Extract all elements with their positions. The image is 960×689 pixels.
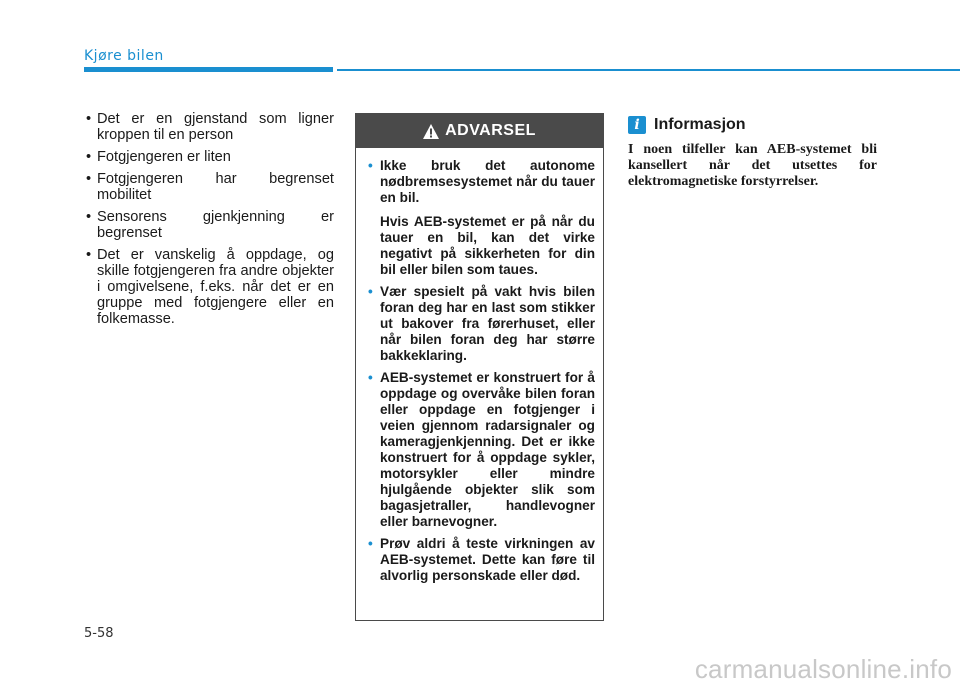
warning-header (356, 114, 603, 148)
list-item: • Det er en gjenstand som ligner kroppen til en person (84, 111, 334, 143)
warning-item-text: Prøv aldri å teste virkningen av AEB-systemet. Dette kan føre til alvorlig personskade eller død. (380, 536, 595, 583)
list-item: • Det er vanskelig å oppdage, og skille fotgjengeren fra andre objekter i omgivelsene, f.eks. når det er en gruppe med fotgjengere eller en folkemasse. (84, 247, 334, 327)
section-title: Kjøre bilen (84, 48, 164, 64)
warning-item (368, 370, 595, 530)
left-column (84, 111, 334, 333)
warning-item (368, 536, 595, 584)
list-item: • Fotgjengeren er liten (84, 149, 334, 165)
warning-item-text: Vær spesielt på vakt hvis bilen foran deg har en last som stikker ut bakover fra førerhuset, eller når bilen foran deg har større bakkeklaring. (380, 284, 595, 363)
warning-item (368, 158, 595, 278)
warning-box (355, 113, 604, 621)
info-header (628, 116, 746, 134)
list-item: • Sensorens gjenkjenning er begrenset (84, 209, 334, 241)
warning-title: ADVARSEL (445, 122, 536, 139)
condition-list (84, 111, 334, 327)
warning-item-text: AEB-systemet er konstruert for å oppdage og overvåke bilen foran eller oppdage en fotgjenger i veien gjennom radarsignaler og kameragjenkjenning. Det er ikke konstruert for å oppdage sykler, motorsykler eller mindre hjulgående objekter slik som bagasjetraller, handlevogner eller barnevogner. (380, 370, 595, 529)
list-item: • Fotgjengeren har begrenset mobilitet (84, 171, 334, 203)
header-rule-thick (84, 67, 333, 72)
warning-item (368, 284, 595, 364)
warning-body (356, 148, 603, 584)
watermark: carmanualsonline.info (694, 654, 952, 684)
warning-triangle-icon (423, 124, 439, 139)
info-text: I noen tilfeller kan AEB-systemet bli kansellert når det utsettes for elektromagnetiske forstyrrelser. (628, 142, 877, 189)
page-number: 5-58 (84, 626, 114, 641)
warning-item-text: Ikke bruk det autonome nødbremsesystemet når du tauer en bil. (380, 158, 595, 205)
info-icon: i (628, 116, 646, 134)
info-title: Informasjon (654, 116, 746, 133)
warning-item-subtext: Hvis AEB-systemet er på når du tauer en bil, kan det virke negativt på sikkerheten for din bil eller bilen som taues. (380, 214, 595, 277)
header-rule-thin (337, 69, 960, 71)
